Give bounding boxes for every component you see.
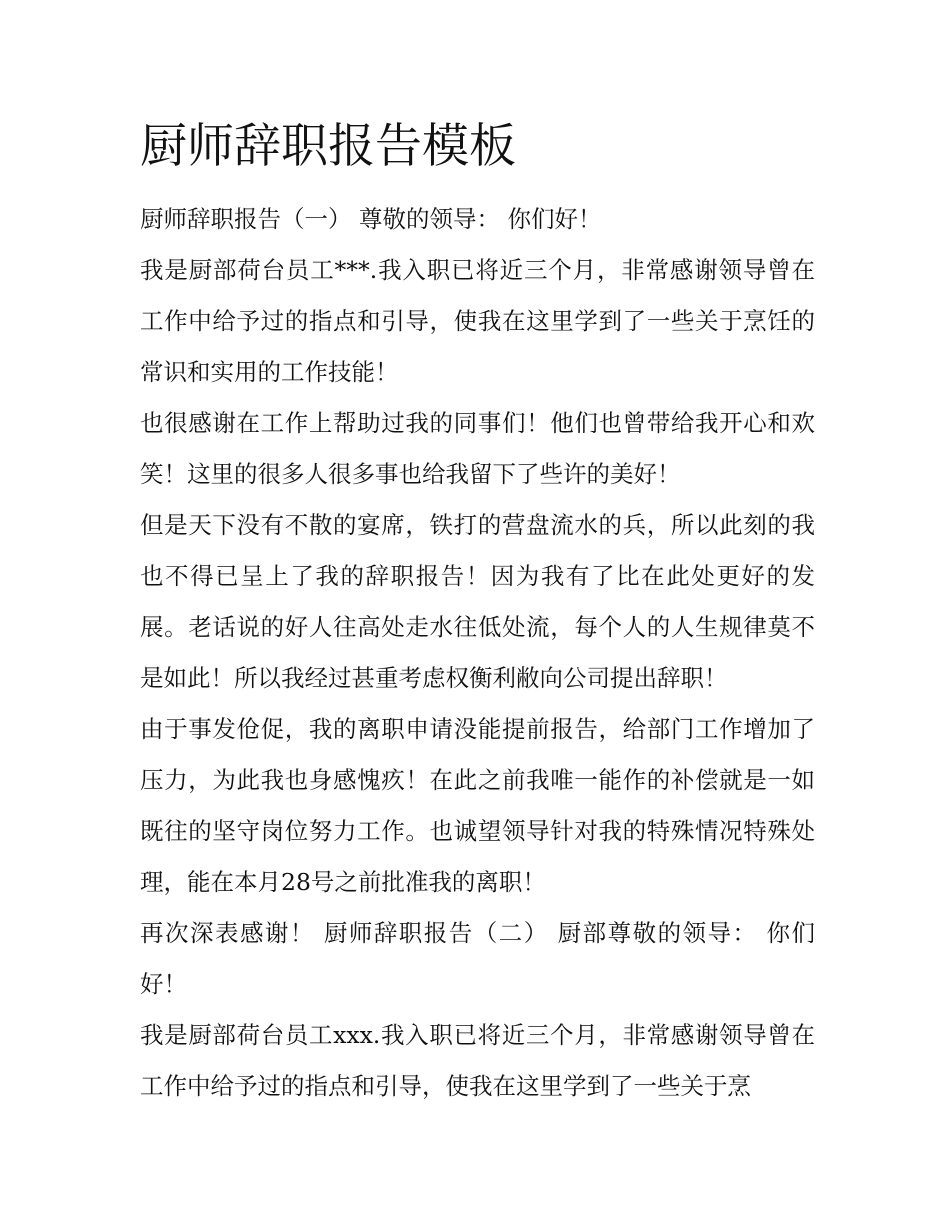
paragraph-4: 但是天下没有不散的宴席，铁打的营盘流水的兵，所以此刻的我也不得已呈上了我的辞职报告！因为我有了比在此处更好的发展。老话说的好人往高处走水往低处流，每个人的人生规律莫不是如此！所以我经过甚重考虑权衡利敝向公司提出辞职！ [140,511,815,692]
paragraph-1: 厨师辞职报告（一） 尊敬的领导： 你们好！ [140,205,602,233]
paragraph-6: 再次深表感谢！ 厨师辞职报告（二） 厨部尊敬的领导： 你们好！ [140,919,815,998]
document-page [140,112,815,1112]
paragraph-5: 由于事发伧促，我的离职申请没能提前报告，给部门工作增加了压力，为此我也身感愧疚！在此之前我唯一能作的补偿就是一如既往的坚守岗位努力工作。也诚望领导针对我的特殊情况特殊处理，能在本月28号之前批准我的离职！ [140,715,815,896]
document-title: 厨师辞职报告模板 [140,119,516,174]
paragraph-3: 也很感谢在工作上帮助过我的同事们！他们也曾带给我开心和欢笑！这里的很多人很多事也给我留下了些许的美好！ [140,409,815,488]
paragraph-2: 我是厨部荷台员工***.我入职已将近三个月，非常感谢领导曾在工作中给予过的指点和引导，使我在这里学到了一些关于烹饪的常识和实用的工作技能！ [140,256,815,386]
paragraph-7: 我是厨部荷台员工xxx.我入职已将近三个月，非常感谢领导曾在工作中给予过的指点和引导，使我在这里学到了一些关于烹 [140,1021,815,1100]
